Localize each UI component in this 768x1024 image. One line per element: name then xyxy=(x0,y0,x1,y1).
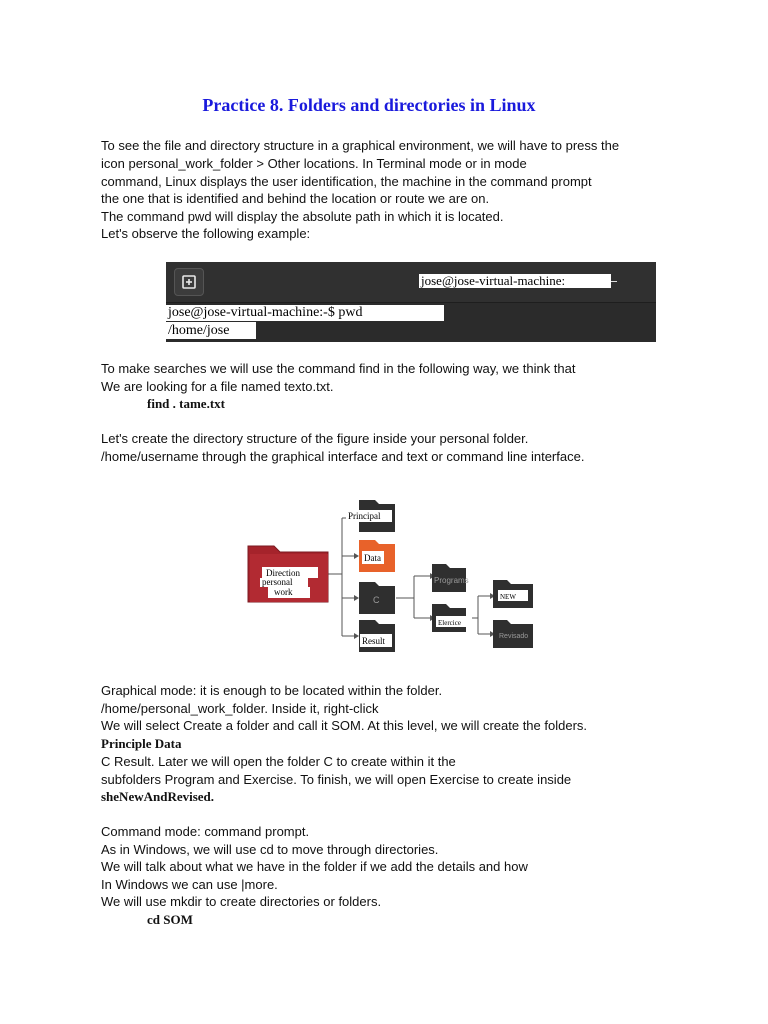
terminal-screenshot xyxy=(166,262,656,342)
paragraph-line: the one that is identified and behind the location or route we are on. xyxy=(101,191,490,206)
paragraph-line: We are looking for a file named texto.txt. xyxy=(101,379,334,394)
folder-label-exercise: Elercice xyxy=(438,619,461,627)
root-label-line2: personal xyxy=(262,577,293,587)
terminal-title-underline xyxy=(611,281,617,282)
principle-data-label: Principle Data xyxy=(101,736,182,751)
she-new-revised-label: sheNewAndRevised. xyxy=(101,789,215,804)
paragraph-line: icon personal_work_folder > Other locations. In Terminal mode or in mode xyxy=(101,156,527,171)
terminal-output-line: /home/jose xyxy=(166,322,256,339)
new-tab-icon[interactable] xyxy=(174,268,204,296)
paragraph-line: Let's create the directory structure of the figure inside your personal folder. xyxy=(101,431,529,446)
folder-label-c: C xyxy=(373,595,380,605)
paragraph-line: Graphical mode: it is enough to be located within the folder. xyxy=(101,683,443,698)
folder-label-programs: Programs xyxy=(434,576,469,585)
paragraph-line: We will select Create a folder and call it SOM. At this level, we will create the folders. xyxy=(101,718,588,733)
folder-label-data: Data xyxy=(364,553,381,563)
terminal-command-line: jose@jose-virtual-machine:-$ pwd xyxy=(166,305,444,321)
paragraph-line: The command pwd will display the absolute path in which it is located. xyxy=(101,209,504,224)
terminal-title: jose@jose-virtual-machine: xyxy=(419,274,611,288)
paragraph-line: We will use mkdir to create directories or folders. xyxy=(101,894,382,909)
paragraph-line: To see the file and directory structure in a graphical environment, we will have to press the xyxy=(101,138,620,153)
paragraph-line: We will talk about what we have in the folder if we add the details and how xyxy=(101,859,528,874)
paragraph-line: Command mode: command prompt. xyxy=(101,824,310,839)
folder-label-new: NEW xyxy=(500,593,516,601)
root-label-line1: Direction xyxy=(266,568,300,578)
paragraph-line: /home/username through the graphical interface and text or command line interface. xyxy=(101,449,585,464)
paragraph-line: As in Windows, we will use cd to move through directories. xyxy=(101,842,439,857)
folder-tree-diagram xyxy=(228,488,538,664)
paragraph-line: In Windows we can use |more. xyxy=(101,877,278,892)
paragraph-line: subfolders Program and Exercise. To finish, we will open Exercise to create inside xyxy=(101,772,572,787)
folder-label-result: Result xyxy=(362,636,386,646)
root-label-line3: work xyxy=(274,587,293,597)
find-command: find . tame.txt xyxy=(147,396,225,411)
page-title: Practice 8. Folders and directories in Linux xyxy=(202,95,536,115)
folder-label-revised: Revisado xyxy=(499,633,529,640)
paragraph-line: command, Linux displays the user identification, the machine in the command prompt xyxy=(101,174,592,189)
paragraph-line: Let's observe the following example: xyxy=(101,226,311,241)
terminal-header xyxy=(166,262,656,303)
folder-label-principal: Principal xyxy=(348,511,381,521)
cd-command: cd SOM xyxy=(147,912,193,927)
paragraph-line: /home/personal_work_folder. Inside it, right-click xyxy=(101,701,379,716)
paragraph-line: C Result. Later we will open the folder C to create within it the xyxy=(101,754,456,769)
paragraph-line: To make searches we will use the command find in the following way, we think that xyxy=(101,361,576,376)
